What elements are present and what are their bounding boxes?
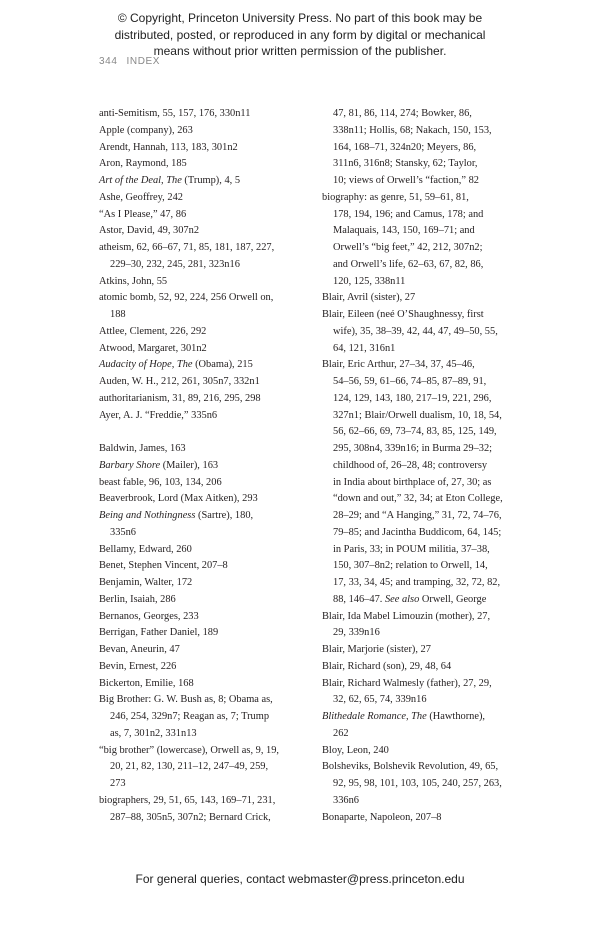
index-line: 64, 121, 316n1: [333, 342, 396, 354]
copyright-line: © Copyright, Princeton University Press. No part of this book may be: [117, 11, 483, 25]
index-line: Bonaparte, Napoleon, 207–8: [322, 811, 442, 823]
index-line: Atkins, John, 55: [99, 275, 168, 287]
index-line: 327n1; Blair/Orwell dualism, 10, 18, 54,: [333, 409, 502, 421]
index-line: Baldwin, James, 163: [99, 443, 186, 454]
index-line: 124, 129, 143, 180, 217–19, 221, 296,: [333, 392, 492, 404]
index-line: Bolsheviks, Bolshevik Revolution, 49, 65,: [322, 761, 499, 773]
index-line: Blair, Avril (sister), 27: [322, 292, 416, 304]
index-line: 311n6, 316n8; Stansky, 62; Taylor,: [333, 158, 478, 170]
index-line: Blair, Eileen (neé O’Shaughnessy, first: [322, 309, 484, 320]
index-line: Attlee, Clement, 226, 292: [99, 325, 207, 337]
index-line: atomic bomb, 52, 92, 224, 256 Orwell on,: [99, 292, 274, 304]
entry-gap: [99, 424, 314, 441]
index-line: 32, 62, 65, 74, 339n16: [333, 694, 427, 706]
index-line: 229–30, 232, 245, 281, 323n16: [110, 258, 240, 270]
index-line: Bickerton, Emilie, 168: [99, 677, 194, 689]
index-line: 54–56, 59, 61–66, 74–85, 87–89, 91,: [333, 376, 487, 387]
index-line: authoritarianism, 31, 89, 216, 295, 298: [99, 392, 261, 404]
index-line: Audacity of Hope, The (Obama), 215: [99, 359, 253, 371]
index-line: in India about birthplace of, 27, 30; as: [333, 476, 492, 488]
index-line: Atwood, Margaret, 301n2: [99, 342, 207, 354]
index-line: 28–29; and “A Hanging,” 31, 72, 74–76,: [333, 510, 502, 521]
section-label: INDEX: [126, 56, 161, 67]
index-line: Art of the Deal, The (Trump), 4, 5: [99, 175, 241, 186]
index-line: childhood of, 26–28, 48; controversy: [333, 459, 488, 471]
index-line: Bevin, Ernest, 226: [99, 660, 177, 672]
index-line: and Orwell’s life, 62–63, 67, 82, 86,: [333, 258, 484, 270]
index-line: 47, 81, 86, 114, 274; Bowker, 86,: [333, 108, 472, 119]
index-line: 164, 168–71, 324n20; Meyers, 86,: [333, 141, 477, 153]
index-line: Blair, Marjorie (sister), 27: [322, 644, 431, 655]
index-line: 178, 194, 196; and Camus, 178; and: [333, 208, 484, 220]
index-line: Bevan, Aneurin, 47: [99, 644, 180, 655]
index-column-left: [99, 106, 314, 826]
index-line: Ashe, Geoffrey, 242: [99, 191, 183, 203]
index-line: Auden, W. H., 212, 261, 305n7, 332n1: [99, 376, 260, 387]
index-line: atheism, 62, 66–67, 71, 85, 181, 187, 227,: [99, 242, 275, 253]
index-line: Benet, Stephen Vincent, 207–8: [99, 560, 228, 572]
index-line: 88, 146–47. See also Orwell, George: [333, 593, 487, 605]
page-number: 344: [99, 56, 118, 67]
index-line: in Paris, 33; in POUM militia, 37–38,: [333, 543, 490, 555]
index-line: 17, 33, 34, 45; and tramping, 32, 72, 82,: [333, 577, 501, 588]
index-line: “down and out,” 32, 34; at Eton College,: [333, 493, 503, 505]
index-line: 120, 125, 338n11: [333, 275, 406, 287]
index-line: biography: as genre, 51, 59–61, 81,: [322, 191, 469, 203]
index-line: wife), 35, 38–39, 42, 44, 47, 49–50, 55,: [333, 325, 498, 337]
index-line: Berlin, Isaiah, 286: [99, 593, 176, 605]
index-line: Blithedale Romance, The (Hawthorne),: [322, 711, 486, 722]
index-line: Beaverbrook, Lord (Max Aitken), 293: [99, 493, 258, 505]
copyright-line: distributed, posted, or reproduced in any form by digital or mechanical: [114, 27, 486, 42]
index-line: Berrigan, Father Daniel, 189: [99, 627, 219, 639]
index-line: 338n11; Hollis, 68; Nakach, 150, 153,: [333, 124, 492, 136]
index-line: Aron, Raymond, 185: [99, 158, 187, 170]
index-line: 92, 95, 98, 101, 103, 105, 240, 257, 263,: [333, 778, 502, 789]
index-line: 295, 308n4, 339n16; in Burma 29–32;: [333, 443, 493, 454]
index-line: Apple (company), 263: [99, 124, 193, 136]
index-line: Blair, Richard (son), 29, 48, 64: [322, 660, 452, 672]
index-line: 188: [110, 309, 126, 320]
index-line: biographers, 29, 51, 65, 143, 169–71, 231,: [99, 794, 276, 806]
index-line: 10; views of Orwell’s “faction,” 82: [333, 175, 480, 186]
index-line: Bellamy, Edward, 260: [99, 543, 192, 555]
index-line: Barbary Shore (Mailer), 163: [99, 459, 219, 471]
copyright-line: means without prior written permission of the publisher.: [153, 44, 447, 58]
index-line: Malaquais, 143, 150, 169–71; and: [333, 225, 475, 237]
index-line: Orwell’s “big feet,” 42, 212, 307n2;: [333, 242, 483, 253]
footer-contact: For general queries, contact webmaster@press.princeton.edu: [135, 872, 465, 886]
index-line: 20, 21, 82, 130, 211–12, 247–49, 259,: [110, 761, 269, 773]
index-line: 79–85; and Jacintha Buddicom, 64, 145;: [333, 526, 502, 538]
index-line: Astor, David, 49, 307n2: [99, 225, 200, 237]
index-line: “big brother” (lowercase), Orwell as, 9, 19,: [99, 744, 280, 756]
index-line: “As I Please,” 47, 86: [99, 208, 187, 220]
index-line: 56, 62–66, 69, 73–74, 83, 85, 125, 149,: [333, 426, 497, 438]
index-line: anti-Semitism, 55, 157, 176, 330n11: [99, 108, 251, 119]
index-line: beast fable, 96, 103, 134, 206: [99, 476, 222, 488]
index-line: Blair, Ida Mabel Limouzin (mother), 27,: [322, 610, 491, 622]
index-line: 246, 254, 329n7; Reagan as, 7; Trump: [110, 711, 270, 722]
index-line: Ayer, A. J. “Freddie,” 335n6: [99, 409, 218, 421]
index-line: as, 7, 301n2, 331n13: [110, 727, 197, 739]
index-line: 29, 339n16: [333, 627, 380, 639]
index-line: Bernanos, Georges, 233: [99, 610, 199, 622]
index-line: 150, 307–8n2; relation to Orwell, 14,: [333, 560, 488, 572]
index-line: Arendt, Hannah, 113, 183, 301n2: [99, 141, 238, 153]
index-line: 335n6: [110, 526, 136, 538]
index-line: Blair, Eric Arthur, 27–34, 37, 45–46,: [322, 359, 475, 371]
copyright-notice: [0, 10, 600, 60]
index-line: Bloy, Leon, 240: [322, 744, 389, 756]
running-head: [99, 56, 169, 67]
index-line: Benjamin, Walter, 172: [99, 577, 193, 588]
index-line: 287–88, 305n5, 307n2; Bernard Crick,: [110, 811, 271, 823]
index-line: 273: [110, 778, 126, 789]
index-line: 262: [333, 727, 349, 739]
index-column-right: [322, 106, 532, 826]
index-line: Big Brother: G. W. Bush as, 8; Obama as,: [99, 694, 273, 706]
index-line: 336n6: [333, 794, 359, 806]
index-line: Blair, Richard Walmesly (father), 27, 29,: [322, 677, 492, 689]
index-line: Being and Nothingness (Sartre), 180,: [99, 510, 254, 521]
